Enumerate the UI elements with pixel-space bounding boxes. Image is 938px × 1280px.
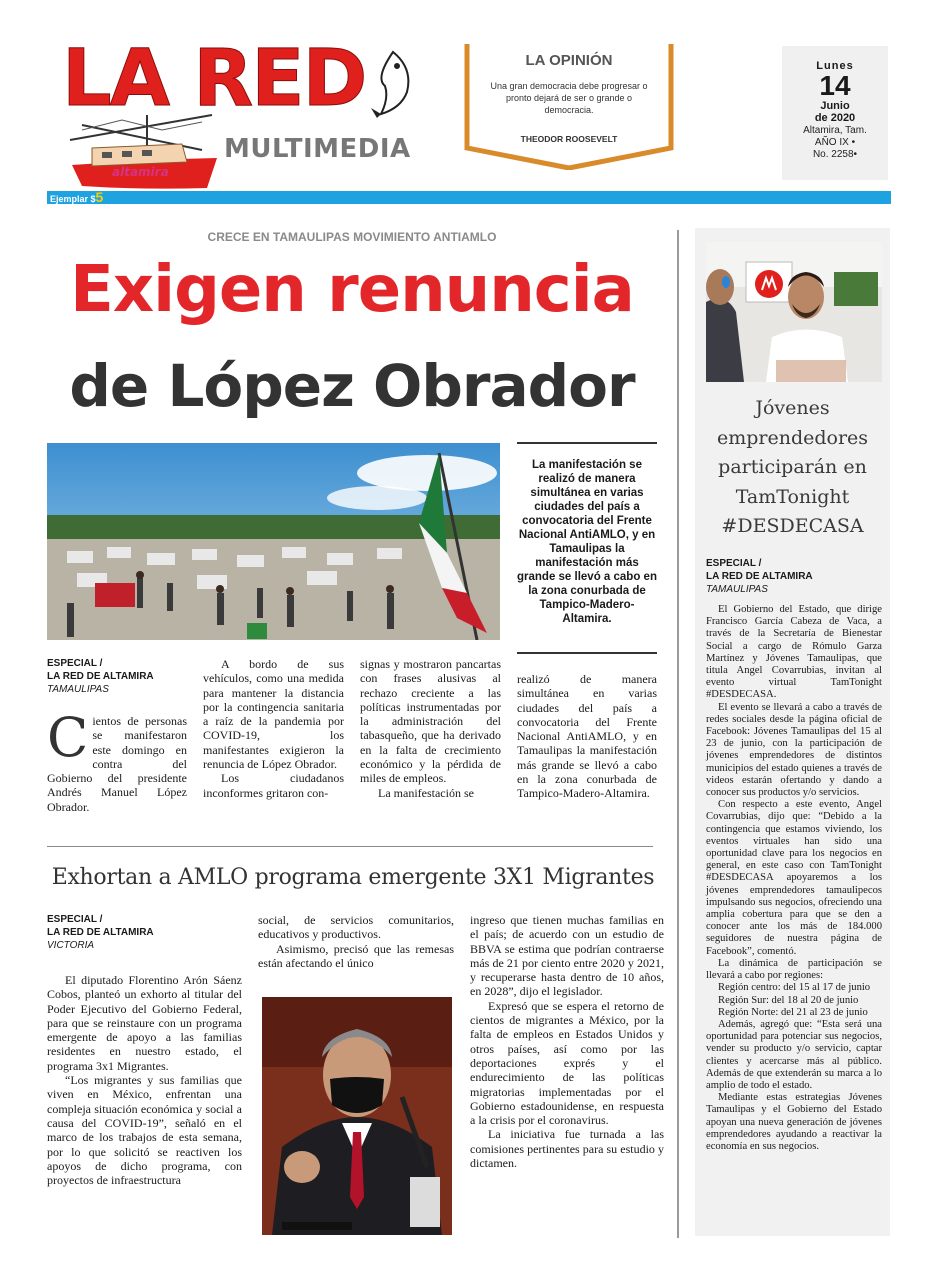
- byline-location: TAMAULIPAS: [706, 584, 768, 595]
- sidebar-p8: Además, agregó que: “Esta será una oportunidad para potenciar sus negocios, vender su producto y/o servicio, captar clientes y acercarse más al público. Además de que extenderán su marca a lo amplio de todo el estado.: [706, 1018, 882, 1091]
- sidebar-rule: [677, 230, 679, 1238]
- second-col-2-p1: social, de servicios comunitarios, educativos y productivos.: [258, 913, 454, 942]
- sidebar-p5: Región centro: del 15 al 17 de junio: [718, 982, 871, 994]
- masthead-logo[interactable]: [62, 34, 432, 190]
- callout-rule-bottom: [517, 652, 657, 654]
- second-col-2: [258, 913, 454, 970]
- date-city: Altamira, Tam.: [803, 125, 867, 136]
- opinion-box: [463, 44, 675, 170]
- main-kicker: CRECE EN TAMAULIPAS MOVIMIENTO ANTIAMLO: [207, 230, 497, 244]
- dropcap: C: [47, 706, 89, 769]
- main-col-3-p2: La manifestación se: [378, 785, 474, 800]
- sidebar-p9: Mediante estas estrategias Jóvenes Tamaulipas y el Gobierno del Estado apoyan una nueva generación de jóvenes emprendedores ayudando a reactivar la economía en sus negocios.: [706, 1092, 882, 1152]
- sidebar-byline: [706, 557, 882, 596]
- sidebar-headline[interactable]: Jóvenes emprendedores participarán en TamTonight #DESDECASA: [716, 397, 869, 537]
- legislator-photo-image: [262, 997, 452, 1235]
- byline-source: ESPECIAL /: [47, 658, 103, 669]
- main-col-1: [47, 706, 187, 814]
- main-col-2-p1: A bordo de sus vehículos, como una medida para mantener la distancia por la contingencia sanitaria a raíz de la pandemia por COVID-19, los manifestantes exigieron la renuncia de López Obrador.: [203, 657, 344, 772]
- date-number: 14: [819, 70, 851, 101]
- second-col-1-p2: “Los migrantes y sus familias que viven en México, enfrentan una compleja situación económica y social a causa del COVID-19”, señaló en el marco de los trabajos de esta semana, por lo que solicitó se reactiven los apoyos de dicho programa, con proyectos de infraestructura: [47, 1073, 242, 1188]
- date-box: [782, 46, 888, 180]
- second-headline[interactable]: Exhortan a AMLO programa emergente 3X1 Migrantes: [51, 865, 655, 890]
- byline-paper: LA RED DE ALTAMIRA: [47, 671, 154, 682]
- price-prefix: Ejemplar $: [50, 194, 96, 204]
- logo-subtitle: MULTIMEDIA: [224, 134, 411, 164]
- second-col-2-p2: Asimismo, precisó que las remesas están afectando el único: [258, 941, 454, 970]
- section-divider: [47, 846, 653, 847]
- main-col-1-text: ientos de personas se manifestaron este domingo en contra del Gobierno del presidente Andrés Manuel López Obrador.: [47, 714, 187, 814]
- sidebar-p1: El Gobierno del Estado, que dirige Francisco García Cabeza de Vaca, a través de la Secretaría de Bienestar Social a cargo de Rómulo Garza Martínez y Jóvenes Tamaulipas, que titula Angel Covarrubias, invitan al evento virtual TamTonight #DESDECASA.: [706, 604, 882, 701]
- price-value: 5: [95, 189, 104, 205]
- main-col-3-p1: signas y mostraron pancartas con frases alusivas al rechazo creciente a las políticas instrumentadas por la administración del tabasqueño, que ha derivado en la falta de crecimiento económico y la pérdida de miles de empleos.: [360, 657, 501, 786]
- second-col-3-p1: ingreso que tienen muchas familias en el país; de acuerdo con un estudio de BBVA se estima que podrían contraerse más de 21 por ciento entre 2020 y 2021, y recuperarse hasta dentro de 10 años, en 2028”, dijo el legislador.: [470, 913, 664, 999]
- main-headline-line2[interactable]: de López Obrador: [69, 352, 635, 420]
- main-col-2: [203, 657, 344, 800]
- second-col-1-p1: El diputado Florentino Arón Sáenz Cobos, planteó un exhorto al titular del Poder Ejecutivo del Gobierno Federal, para que se reinstaure con un programa emergente de apoyo a las familias residentes en nuestro estado, el programa 3x1 Migrantes.: [47, 973, 242, 1073]
- date-day: Lunes: [816, 60, 854, 72]
- second-col-3: [470, 913, 664, 1170]
- entrepreneur-photo-image: [706, 242, 882, 382]
- byline-paper: LA RED DE ALTAMIRA: [706, 571, 813, 582]
- byline-source: ESPECIAL /: [47, 914, 103, 925]
- second-col-1: [47, 973, 242, 1187]
- opinion-quote: Una gran democracia debe progresar o pronto dejará de ser o grande o democracia.: [490, 81, 648, 115]
- main-headline-line1[interactable]: Exigen renuncia: [70, 253, 634, 327]
- byline-location: VICTORIA: [47, 940, 95, 951]
- sidebar-p4: La dinámica de participación se llevará a cabo por regiones:: [706, 957, 882, 982]
- logo-title: LA RED: [62, 34, 366, 124]
- byline-paper: LA RED DE ALTAMIRA: [47, 927, 154, 938]
- date-issue: No. 2258•: [812, 149, 858, 160]
- byline-source: ESPECIAL /: [706, 558, 762, 569]
- price-label: [50, 191, 103, 206]
- sidebar-p2: El evento se llevará a cabo a través de redes sociales desde la página oficial de Facebook: Jóvenes Tamaulipas del 15 al 23 de junio, con la participación de jóvenes emprendedores de distintos municipios del estado quienes a través de videos estarán ofertando y dando a conocer sus productos y/o servicios.: [706, 701, 882, 799]
- sidebar-p7: Región Norte: del 21 al 23 de junio: [718, 1006, 868, 1018]
- second-col-3-p3: La iniciativa fue turnada a las comisiones pertinentes para su estudio y dictamen.: [470, 1127, 664, 1171]
- date-year-volume: AÑO IX •: [814, 137, 856, 148]
- second-byline: [47, 913, 247, 952]
- date-month: Junio: [820, 100, 850, 112]
- protest-photo-image: [47, 443, 500, 640]
- main-col-3: [360, 657, 501, 800]
- byline-location: TAMAULIPAS: [47, 684, 109, 695]
- sidebar-p3: Con respecto a este evento, Angel Covarrubias, dijo que: “Debido a la contingencia que estamos viviendo, los eventos virtuales han sido una oportunidad clave para los negocios en general, en este caso con TamTonight #DESDECASA apoyaremos a los jóvenes emprendedores tamaulipecos impulsando sus negocios, ofreciendo una amplia cobertura para que se den a conocer ante los más de 184.000 seguidores de nuestra página de Facebook”, comentó.: [706, 799, 882, 957]
- date-year: de 2020: [814, 112, 856, 124]
- sidebar-p6: Región Sur: del 18 al 20 de junio: [718, 994, 859, 1006]
- main-byline: [47, 657, 197, 696]
- sidebar-body: [706, 604, 882, 1153]
- main-col-4: [517, 672, 657, 801]
- opinion-author: THEODOR ROOSEVELT: [520, 134, 618, 144]
- logo-tag: altamira: [112, 165, 169, 179]
- masthead-bar: [47, 191, 891, 204]
- main-col-2-p2: Los ciudadanos inconformes gritaron con-: [203, 771, 344, 800]
- main-callout: La manifestación se realizó de manera simultánea en varias ciudades del país a convocatoria del Frente Nacional AntiAMLO, y en Tamaulipas la manifestación más grande se llevó a cabo en la zona conurbada de Tampico-Madero-Altamira.: [517, 459, 657, 625]
- main-col-4-p1: realizó de manera simultánea en varias ciudades del país a convocatoria del Frente Nacional AntiAMLO, y en Tamaulipas la manifestación más grande se llevó a cabo en la zona conurbada de Tampico-Madero-Altamira.: [517, 672, 657, 801]
- opinion-title: LA OPINIÓN: [525, 52, 613, 69]
- second-col-3-p2: Expresó que se espera el retorno de cientos de migrantes a México, por la falta de empleos en Estados Unidos y otros países, así como por las deportaciones exprés y el endurecimiento de las políticas migratorias implementadas por el Gobierno estadounidense, en respuesta a la crisis por el coronavirus.: [470, 998, 664, 1128]
- entrepreneur-photo[interactable]: [706, 242, 882, 382]
- fish-icon: [367, 48, 419, 118]
- legislator-photo[interactable]: [262, 997, 452, 1235]
- callout-rule-top: [517, 442, 657, 444]
- protest-photo[interactable]: [47, 443, 500, 640]
